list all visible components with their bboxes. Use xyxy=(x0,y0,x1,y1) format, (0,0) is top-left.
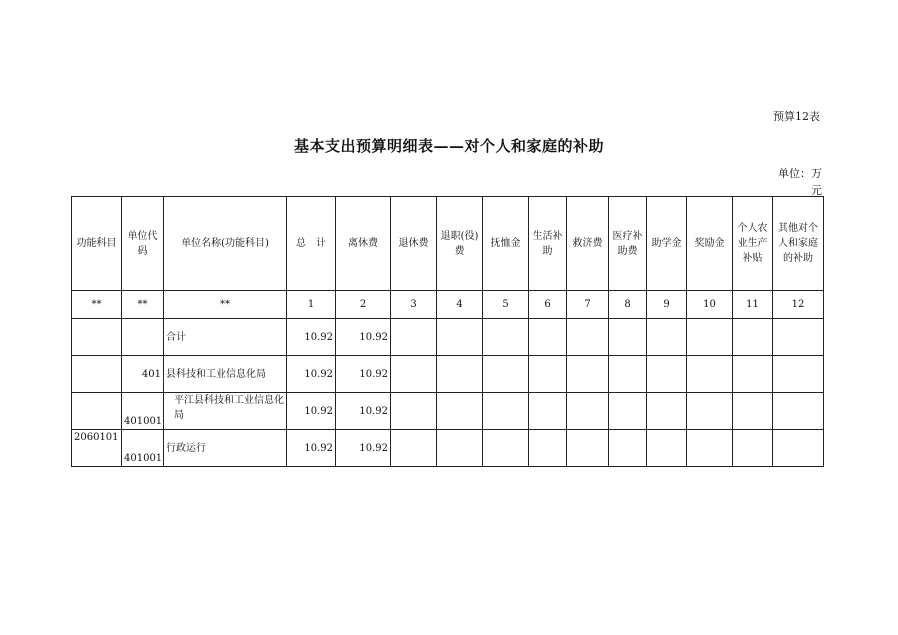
index-cell: 12 xyxy=(773,291,824,319)
index-cell: 5 xyxy=(483,291,529,319)
index-cell: 6 xyxy=(529,291,567,319)
empty-cell xyxy=(529,430,567,467)
empty-cell xyxy=(437,319,483,356)
empty-cell xyxy=(647,393,687,430)
unit-code-cell xyxy=(122,319,164,356)
function-code-cell: 2060101 xyxy=(72,430,122,467)
form-number: 预算12表 xyxy=(773,110,820,123)
index-cell: ** xyxy=(72,291,122,319)
empty-cell xyxy=(647,356,687,393)
unit-code-cell: 401 xyxy=(122,356,164,393)
empty-cell xyxy=(391,430,437,467)
total-cell: 10.92 xyxy=(287,393,336,430)
empty-cell xyxy=(391,356,437,393)
empty-cell xyxy=(529,393,567,430)
table-row xyxy=(72,430,824,467)
page-title: 基本支出预算明细表——对个人和家庭的补助 xyxy=(293,137,604,155)
col-header-scholarship: 助学金 xyxy=(647,197,687,291)
empty-cell xyxy=(437,356,483,393)
col-header-agri-subsidy: 个人农业生产补贴 xyxy=(733,197,773,291)
col-header-lixiu: 离休费 xyxy=(336,197,391,291)
empty-cell xyxy=(609,430,647,467)
col-header-living-subsidy: 生活补助 xyxy=(529,197,567,291)
unit-name-cell: 县科技和工业信息化局 xyxy=(164,356,287,393)
lixiu-cell: 10.92 xyxy=(336,356,391,393)
index-row xyxy=(72,291,824,319)
col-header-unit-code: 单位代码 xyxy=(122,197,164,291)
empty-cell xyxy=(687,393,733,430)
col-header-function-subject: 功能科目 xyxy=(72,197,122,291)
empty-cell xyxy=(733,430,773,467)
empty-cell xyxy=(483,356,529,393)
lixiu-cell: 10.92 xyxy=(336,319,391,356)
empty-cell xyxy=(483,319,529,356)
col-header-retirement: 退休费 xyxy=(391,197,437,291)
table-row xyxy=(72,393,824,430)
col-header-other-subsidy: 其他对个人和家庭的补助 xyxy=(773,197,824,291)
index-cell: 2 xyxy=(336,291,391,319)
empty-cell xyxy=(437,393,483,430)
col-header-medical-subsidy: 医疗补助费 xyxy=(609,197,647,291)
index-cell: ** xyxy=(164,291,287,319)
col-header-relief: 救济费 xyxy=(567,197,609,291)
empty-cell xyxy=(567,430,609,467)
empty-cell xyxy=(773,319,824,356)
empty-cell xyxy=(391,319,437,356)
function-code-cell xyxy=(72,356,122,393)
col-header-reward: 奖励金 xyxy=(687,197,733,291)
table-row xyxy=(72,356,824,393)
unit-name-cell: 平江县科技和工业信息化局 xyxy=(164,393,287,430)
index-cell: 10 xyxy=(687,291,733,319)
empty-cell xyxy=(609,393,647,430)
index-cell: 7 xyxy=(567,291,609,319)
empty-cell xyxy=(773,430,824,467)
total-cell: 10.92 xyxy=(287,430,336,467)
empty-cell xyxy=(529,356,567,393)
function-code-cell xyxy=(72,393,122,430)
total-cell: 10.92 xyxy=(287,319,336,356)
col-header-total: 总 计 xyxy=(287,197,336,291)
index-cell: 3 xyxy=(391,291,437,319)
col-header-unit-name: 单位名称(功能科目) xyxy=(164,197,287,291)
col-header-resignation: 退职(役)费 xyxy=(437,197,483,291)
empty-cell xyxy=(567,356,609,393)
unit-code-cell: 401001 xyxy=(122,393,164,430)
empty-cell xyxy=(609,319,647,356)
index-cell: 4 xyxy=(437,291,483,319)
budget-table xyxy=(71,196,824,467)
total-cell: 10.92 xyxy=(287,356,336,393)
lixiu-cell: 10.92 xyxy=(336,430,391,467)
index-cell: 9 xyxy=(647,291,687,319)
empty-cell xyxy=(567,393,609,430)
empty-cell xyxy=(483,430,529,467)
empty-cell xyxy=(687,356,733,393)
empty-cell xyxy=(773,393,824,430)
index-cell: ** xyxy=(122,291,164,319)
unit-name-cell: 行政运行 xyxy=(164,430,287,467)
table-row xyxy=(72,319,824,356)
function-code-cell xyxy=(72,319,122,356)
index-cell: 1 xyxy=(287,291,336,319)
empty-cell xyxy=(647,430,687,467)
index-cell: 11 xyxy=(733,291,773,319)
empty-cell xyxy=(733,393,773,430)
unit-name-cell: 合计 xyxy=(164,319,287,356)
empty-cell xyxy=(391,393,437,430)
unit-label: 单位：万元 xyxy=(778,167,822,197)
empty-cell xyxy=(647,319,687,356)
empty-cell xyxy=(773,356,824,393)
col-header-pension: 抚恤金 xyxy=(483,197,529,291)
empty-cell xyxy=(609,356,647,393)
header-row xyxy=(72,197,824,291)
empty-cell xyxy=(687,319,733,356)
lixiu-cell: 10.92 xyxy=(336,393,391,430)
empty-cell xyxy=(483,393,529,430)
empty-cell xyxy=(437,430,483,467)
unit-code-cell: 401001 xyxy=(122,430,164,467)
index-cell: 8 xyxy=(609,291,647,319)
empty-cell xyxy=(733,319,773,356)
empty-cell xyxy=(733,356,773,393)
empty-cell xyxy=(687,430,733,467)
empty-cell xyxy=(529,319,567,356)
empty-cell xyxy=(567,319,609,356)
